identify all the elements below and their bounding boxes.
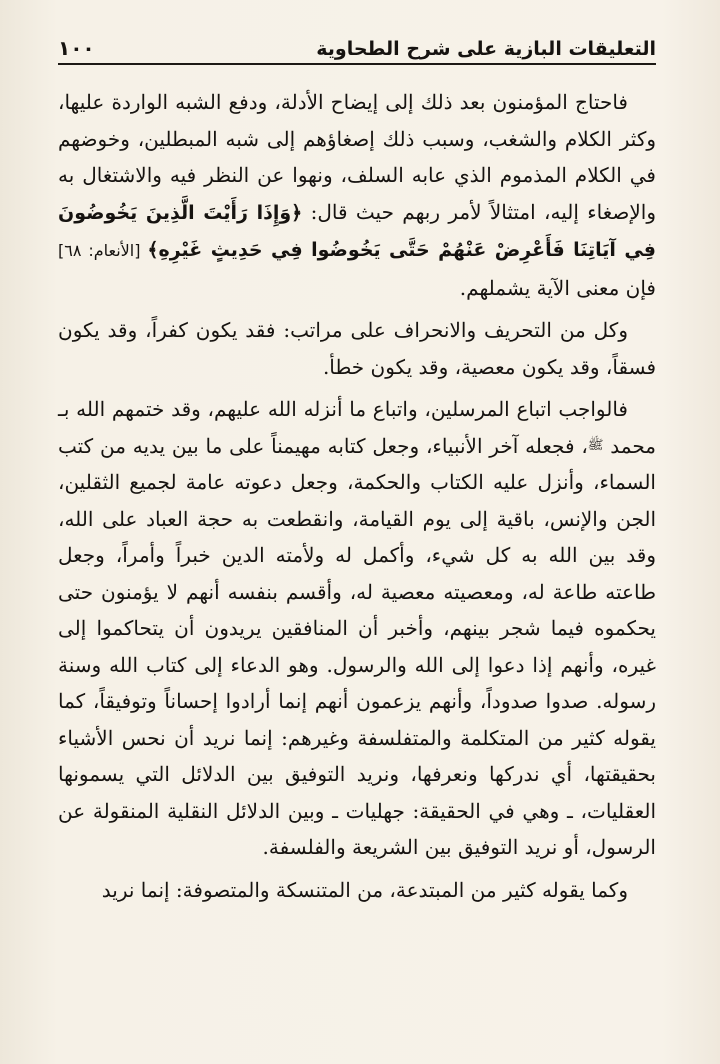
header-rule xyxy=(58,63,656,65)
paragraph-text: ، فجعله آخر الأنبياء، وجعل كتابه مهيمناً على ما بين يديه من كتب السماء، وأنزل عليه الكتاب والحكمة، وجعل دعوته عامة لجميع الثقلين، الجن والإنس، باقية إلى يوم القيامة، وانقطعت به حجة العباد على الله، وقد بين الله به كل شيء، وأكمل له ولأمته الدين خبراً وأمراً، وجعل طاعته طاعة له، ومعصيته معصية له، وأقسم بنفسه أنهم لا يؤمنون حتى يحكموه فيما شجر بينهم، وأخبر أن المنافقين يريدون أن يتحاكموا إلى غيره، وأنهم إذا دعوا إلى الله والرسول. وهو الدعاء إلى كتاب الله وسنة رسوله. صدوا صدوداً، وأنهم يزعمون أنهم إنما أرادوا إحساناً وتوفيقاً، كما يقوله كثير من المتكلمة والمتفلسفة وغيرهم: إنما نريد أن نحس الأشياء بحقيقتها، أي ندركها ونعرفها، ونريد التوفيق بين الدلائل التي يسمونها العقليات، ـ وهي في الحقيقة: جهليات ـ وبين الدلائل النقلية المنقولة عن الرسول، أو نريد التوفيق بين الشريعة والفلسفة. xyxy=(58,433,657,859)
paragraph xyxy=(58,872,656,909)
running-header xyxy=(58,26,656,60)
paragraph-text: وكما يقوله كثير من المبتدعة، من المتنسكة والمتصوفة: إنما نريد xyxy=(101,877,628,902)
paragraph-text: وكل من التحريف والانحراف على مراتب: فقد يكون كفراً، وقد يكون فسقاً، وقد يكون معصية، وقد يكون خطأ. xyxy=(58,318,656,379)
paragraph xyxy=(58,312,656,385)
paragraph xyxy=(58,391,656,866)
page-body xyxy=(58,84,656,914)
paragraph-text: فاحتاج المؤمنون بعد ذلك إلى إيضاح الأدلة، ودفع الشبه الواردة عليها، وكثر الكلام والشغب، وسبب ذلك إصغاؤهم إلى شبه المبطلين، وخوضهم في الكلام المذموم الذي عابه السلف، ونهوا عن النظر فيه والاشتغال به والإصغاء إليه، امتثالاً لأمر ربهم حيث قال: xyxy=(58,90,656,224)
paragraph-text: فإن معنى الآية يشملهم. xyxy=(459,275,656,300)
honorific-symbol: ﷺ xyxy=(587,437,604,453)
paragraph-text: فالواجب اتباع المرسلين، واتباع ما أنزله الله عليهم، وقد ختمهم الله بـ محمد xyxy=(58,397,656,458)
page-number: ١٠٠ xyxy=(58,36,95,60)
quran-verse: ﴿وَإِذَا رَأَيْتَ الَّذِينَ يَخُوضُونَ فِي آيَاتِنَا فَأَعْرِضْ عَنْهُمْ حَتَّى يَخُوضُوا فِي حَدِيثٍ غَيْرِهِ﴾ xyxy=(58,201,656,261)
paragraph xyxy=(58,84,656,306)
verse-citation: [الأنعام: ٦٨] xyxy=(58,241,148,260)
book-title: التعليقات البازية على شرح الطحاوية xyxy=(316,38,656,60)
